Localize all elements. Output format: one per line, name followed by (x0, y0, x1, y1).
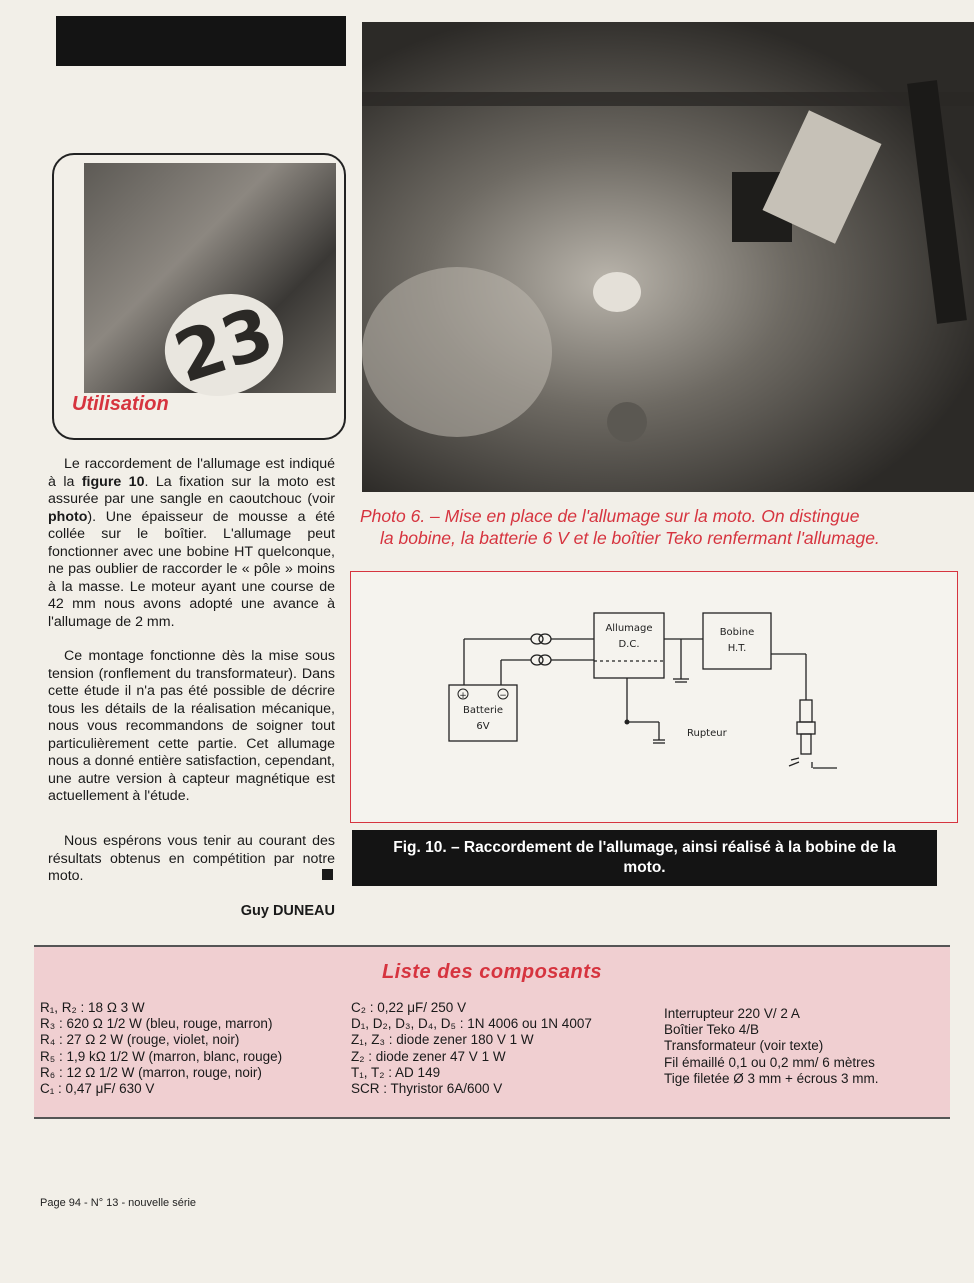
bobine-sub: H.T. (727, 643, 747, 654)
inset-photo-frame (52, 153, 346, 440)
component-item: Fil émaillé 0,1 ou 0,2 mm/ 6 mètres (664, 1054, 875, 1070)
body-paragraph-2: Ce montage fonctionne dès la mise sous tension (ronflement du transformateur). Dans cette étude il n'a pas été possible de décrire tous les détails de la réalisation mécanique, nous vous recommandons de soigner tout particulièrement cette partie. Cet allumage nous a donné entière satisfaction, cependant, une autre version à capteur magnétique est actuellement à l'étude. (48, 648, 335, 804)
end-mark (322, 869, 333, 880)
body-paragraph-3: Nous espérons vous tenir au courant des résultats obtenus en compétition par notre moto. (48, 833, 335, 884)
wiring-diagram (350, 571, 958, 823)
allumage-label: Allumage (605, 623, 653, 634)
component-item: C₂ : 0,22 μF/ 250 V (351, 1000, 467, 1015)
wiring-schematic (351, 572, 957, 822)
batterie-sub: 6V (476, 721, 490, 732)
component-item: T₁, T₂ : AD 149 (351, 1064, 441, 1080)
component-item: Z₂ : diode zener 47 V 1 W (351, 1048, 506, 1064)
component-item: Transformateur (voir texte) (664, 1038, 824, 1054)
component-item: R₅ : 1,9 kΩ 1/2 W (marron, blanc, rouge) (40, 1048, 283, 1064)
header-bar (56, 16, 346, 66)
component-item: Boîtier Teko 4/B (664, 1022, 760, 1038)
components-col-2 (351, 1000, 592, 1097)
body-paragraph-1: Le raccordement de l'allumage est indiqué à la figure 10. La fixation sur la moto est assurée par une sangle en caoutchouc (voir photo). Une épaisseur de mousse a été collée sur le boîtier. L'allumage peut fonctionner avec une bobine HT quelconque, ne pas oublier de raccorder le « pôle » moins à la masse. Le moteur ayant une course de 42 mm nous avons adopté une avance à l'allumage de 2 mm. (48, 456, 336, 630)
component-item: R₃ : 620 Ω 1/2 W (bleu, rouge, marron) (40, 1016, 273, 1032)
page-footer: Page 94 - N° 13 - nouvelle série (40, 1197, 197, 1209)
race-number: 23 (151, 279, 296, 411)
plus-sign: + (459, 691, 467, 701)
components-title: Liste des composants (381, 961, 603, 983)
component-item: Z₁, Z₃ : diode zener 180 V 1 W (351, 1032, 534, 1048)
bobine-label: Bobine (719, 627, 755, 638)
component-item: Interrupteur 220 V/ 2 A (664, 1006, 800, 1021)
bobine-box (703, 613, 771, 669)
component-item: SCR : Thyristor 6A/600 V (351, 1081, 503, 1097)
component-item: R₁, R₂ : 18 Ω 3 W (40, 1000, 145, 1015)
author-name: Guy DUNEAU (240, 903, 335, 919)
section-title: Utilisation (72, 393, 169, 415)
component-item: D₁, D₂, D₃, D₄, D₅ : 1N 4006 ou 1N 4007 (351, 1016, 592, 1032)
components-panel (34, 945, 950, 1119)
component-item: C₁ : 0,47 μF/ 630 V (40, 1081, 155, 1097)
photo-caption: Photo 6. – Mise en place de l'allumage sur la moto. On distingue la bobine, la batterie 6 V et le boîtier Teko renfermant l'allumage. (360, 506, 880, 548)
rupteur-label: Rupteur (687, 728, 727, 739)
figure-caption: Fig. 10. – Raccordement de l'allumage, ainsi réalisé à la bobine de la moto. (352, 830, 937, 886)
minus-sign: − (499, 691, 507, 701)
main-photo (362, 22, 974, 492)
component-item: Tige filetée Ø 3 mm + écrous 3 mm. (664, 1070, 879, 1086)
batterie-label: Batterie (462, 705, 504, 716)
component-item: R₆ : 12 Ω 1/2 W (marron, rouge, noir) (40, 1064, 262, 1080)
components-col-3 (664, 1006, 878, 1087)
component-item: R₄ : 27 Ω 2 W (rouge, violet, noir) (40, 1032, 240, 1048)
components-col-1 (40, 1000, 282, 1097)
allumage-sub: D.C. (618, 639, 640, 650)
photo-shapes (362, 22, 974, 492)
